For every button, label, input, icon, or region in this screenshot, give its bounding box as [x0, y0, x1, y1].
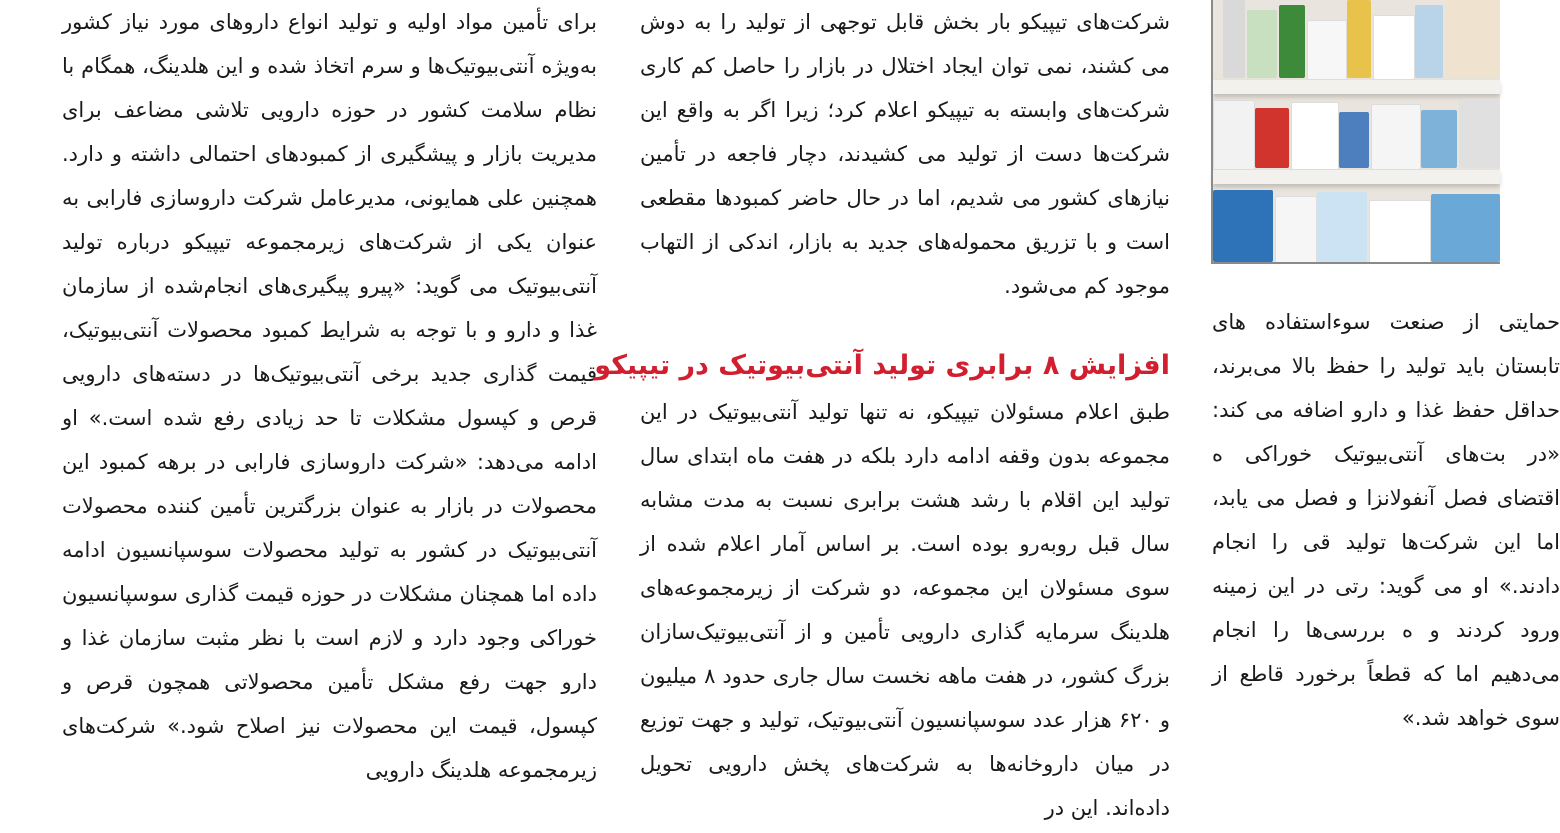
right-column-text: حمایتی از صنعت سوءاستفاده های تابستان باید تولید را حفظ بالا می‌برند، حداقل حفظ غذا و دارو اضافه می کند: «در بت‌های آنتی‌بیوتیک خوراکی ه اقتضای فصل آنفولانزا و فصل می یابد، اما این شرکت‌ها تولید قی را انجام دادند.» او می گوید: رتی در این زمینه ورود کردند و ه بررسی‌ها را انجام می‌دهیم اما که قطعاً برخورد قاطع از سوی خواهد شد.» [1212, 310, 1560, 730]
middle-column-intro-text: شرکت‌های تیپیکو بار بخش قابل توجهی از تولید را به دوش می کشند، نمی توان ایجاد اختلال در بازار را حاصل کم کاری شرکت‌های وابسته به تیپیکو اعلام کرد؛ زیرا اگر به واقع این شرکت‌ها دست از تولید می کشیدند، دچار فاجعه در تأمین نیازهای کشور می شدیم، اما در حال حاضر کمبودها مقطعی است و با تزریق محموله‌های جدید به بازار، اندکی از التهاب موجود کم می‌شود. [640, 10, 1170, 298]
photo-frame-left [1211, 0, 1213, 264]
article-column-left [62, 0, 597, 833]
left-column-text: برای تأمین مواد اولیه و تولید انواع داروهای مورد نیاز کشور به‌ویژه آنتی‌بیوتیک‌ها و سرم اتخاذ شده و این هلدینگ، همگام با نظام سلامت کشور در حوزه دارویی تلاشی مضاعف برای مدیریت بازار و پیشگیری از کمبودهای احتمالی داشته و دارد. همچنین علی همایونی، مدیرعامل شرکت داروسازی فارابی به عنوان یکی از شرکت‌های زیرمجموعه تیپیکو درباره تولید آنتی‌بیوتیک می گوید: «پیرو پیگیری‌های انجام‌شده از سازمان غذا و دارو و با توجه به شرایط کمبود محصولات آنتی‌بیوتیک، قیمت گذاری جدید برخی آنتی‌بیوتیک‌ها در دسته‌های دارویی قرص و کپسول مشکلات تا حد زیادی رفع شده است.» او ادامه می‌دهد: «شرکت داروسازی فارابی در برهه کمبود این محصولات در بازار به عنوان بزرگترین تأمین کننده محصولات آنتی‌بیوتیک در کشور به تولید محصولات سوسپانسیون ادامه داده اما همچنان مشکلات در حوزه قیمت گذاری سوسپانسیون خوراکی وجود دارد و لازم است با نظر مثبت سازمان غذا و دارو جهت رفع مشکل تأمین محصولاتی همچون قرص و کپسول، قیمت این محصولات نیز اصلاح شود.» شرکت‌های زیرمجموعه هلدینگ دارویی [62, 10, 597, 782]
section-headline: افزایش ۸ برابری تولید آنتی‌بیوتیک در تیپیکو [594, 350, 1170, 381]
article-column-right [1212, 300, 1560, 833]
article-column-middle [594, 0, 1170, 833]
pharmacy-photo [1213, 0, 1500, 262]
middle-column-body-text: طبق اعلام مسئولان تیپیکو، نه تنها تولید آنتی‌بیوتیک در این مجموعه بدون وقفه ادامه دارد بلکه در هفت ماه ابتدای سال تولید این اقلام با رشد هشت برابری نسبت به مدت مشابه سال قبل روبه‌رو بوده است. بر اساس آمار اعلام شده از سوی مسئولان این مجموعه، دو شرکت از زیرمجموعه‌های هلدینگ سرمایه گذاری دارویی تأمین و از آنتی‌بیوتیک‌سازان بزرگ کشور، در هفت ماهه نخست سال جاری حدود ۸ میلیون و ۶۲۰ هزار عدد سوسپانسیون آنتی‌بیوتیک، تولید و جهت توزیع در میان داروخانه‌ها به شرکت‌های پخش دارویی تحویل داده‌اند. این در [640, 400, 1170, 820]
photo-frame-bottom [1211, 262, 1500, 264]
